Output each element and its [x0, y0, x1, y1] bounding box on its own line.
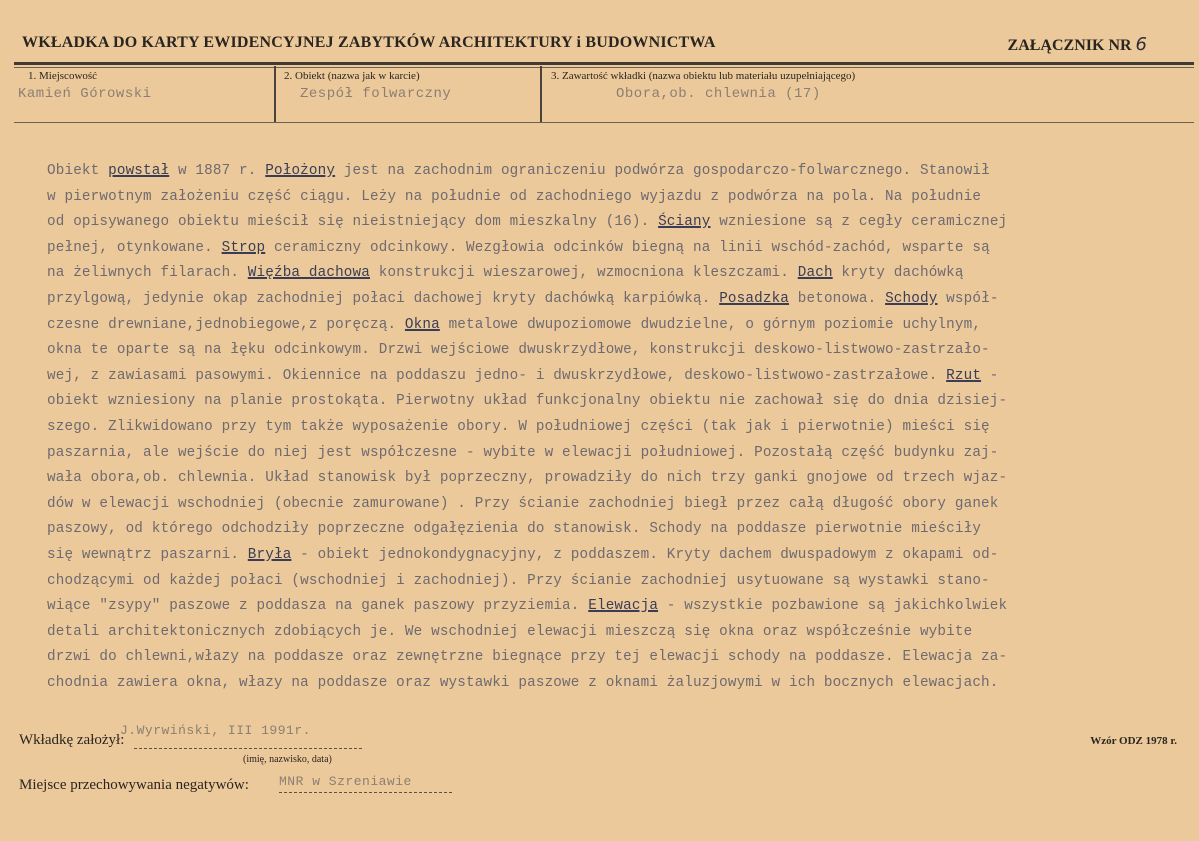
text-run: metalowe dwupoziomowe dwudzielne, o górnym poziomie uchylnym,	[439, 316, 982, 333]
text-run: w pierwotnym założeniu część ciągu. Leży na południe od zachodniego wyjazdu z podwórza na pola. Na południe	[47, 188, 982, 205]
created-caption: (imię, nazwisko, data)	[243, 754, 332, 765]
text-run: dów w elewacji wschodniej (obecnie zamurowane) . Przy ścianie zachodniej biegł przez całą długość obory ganek	[47, 495, 999, 512]
text-run: na żeliwnych filarach.	[47, 265, 248, 282]
field-3-value: Obora,ob. chlewnia (17)	[616, 86, 821, 102]
text-run: chodnia zawiera okna, włazy na poddasze oraz wystawki paszowe z oknami żaluzjowymi w ich bocznych elewacjach.	[47, 674, 999, 691]
text-run: - obiekt jednokondygnacyjny, z poddaszem. Kryty dachem dwuspadowym z okapami od-	[291, 546, 999, 563]
text-run: obiekt wzniesiony na planie prostokąta. Pierwotny układ funkcjonalny obiektu nie zachował się do dnia dzisiej-	[47, 393, 1008, 410]
text-line	[47, 415, 1167, 441]
text-line	[47, 517, 1167, 543]
created-value: J.Wyrwiński, III 1991r.	[120, 723, 311, 738]
section-keyword: Położony	[265, 163, 336, 179]
text-line	[47, 466, 1167, 492]
form-code: Wzór ODZ 1978 r.	[1090, 735, 1177, 747]
text-line	[47, 364, 1167, 390]
text-run: szego. Zlikwidowano przy tym także wyposażenie obory. W południowej części (tak jak i pierwotnie) mieści się	[47, 418, 990, 435]
storage-value: MNR w Szreniawie	[279, 774, 412, 789]
field-2-label: 2. Obiekt (nazwa jak w karcie)	[284, 70, 420, 82]
section-keyword: Rzut	[946, 367, 982, 384]
text-run: wała obora,ob. chlewnia. Układ stanowisk był poprzeczny, prowadziły do nich trzy ganki gnojowe od trzech wjaz-	[47, 470, 1008, 487]
text-line	[47, 338, 1167, 364]
field-1-label: 1. Miejscowość	[28, 70, 98, 82]
section-keyword: Okna	[404, 316, 440, 333]
text-line	[47, 492, 1167, 518]
text-run: ceramiczny odcinkowy. Wezgłowia odcinków biegną na linii wschód-zachód, wsparte są	[265, 239, 990, 256]
text-run: się wewnątrz paszarni.	[47, 546, 248, 563]
text-run: - wszystkie pozbawione są jakichkolwiek	[658, 598, 1008, 615]
field-3-label: 3. Zawartość wkładki (nazwa obiektu lub materiału uzupełniającego)	[551, 70, 856, 82]
text-run: detali architektonicznych zdobiących je. We wschodniej elewacji mieszczą się okna oraz współcześnie wybite	[47, 623, 973, 640]
text-line	[47, 569, 1167, 595]
text-run: od opisywanego obiektu mieścił się nieistniejący dom mieszkalny (16).	[47, 214, 659, 231]
field-divider-1	[274, 66, 276, 122]
text-line	[47, 441, 1167, 467]
storage-label: Miejsce przechowywania negatywów:	[19, 777, 249, 793]
text-run: przylgową, jedynie okap zachodniej połaci dachowej kryty dachówką karpiówką.	[47, 290, 720, 307]
text-line	[47, 210, 1167, 236]
text-run: Obiekt	[47, 163, 109, 179]
text-run: -	[981, 367, 999, 384]
text-line	[47, 313, 1167, 339]
section-keyword: Ściany	[658, 214, 711, 231]
created-underline	[134, 748, 362, 749]
storage-underline	[279, 792, 453, 793]
text-run: konstrukcji wieszarowej, wzmocniona kleszczami.	[370, 265, 798, 282]
section-keyword: Posadzka	[719, 290, 790, 307]
text-run: okna te oparte są na łęku odcinkowym. Drzwi wejściowe dwuskrzydłowe, konstrukcji deskowo-listwowo-zastrzało-	[47, 342, 990, 359]
annex-label: ZAŁĄCZNIK NR	[1007, 37, 1132, 54]
text-line	[47, 645, 1167, 671]
section-keyword: Dach	[797, 265, 833, 282]
header-rule-thin	[14, 67, 1194, 68]
section-keyword: Schody	[885, 290, 938, 307]
text-line	[47, 159, 1167, 185]
text-run: paszarnia, ale wejście do niej jest współczesne - wybite w elewacji południowej. Pozostałą część budynku zaj-	[47, 444, 999, 461]
annex-label-group	[1008, 34, 1147, 55]
text-run: paszowy, od którego odchodziły poprzeczne odgałęzienia do stanowisk. Schody na poddasze pierwotnie mieściły	[47, 521, 982, 538]
form-title: WKŁADKA DO KARTY EWIDENCYJNEJ ZABYTKÓW ARCHITEKTURY i BUDOWNICTWA	[22, 34, 716, 51]
text-run: wej, z zawiasami pasowymi. Okiennice na poddaszu jedno- i dwuskrzydłowe, deskowo-listwowo-zastrzałowe.	[47, 367, 947, 384]
text-run: wiące "zsypy" paszowe z poddasza na ganek paszowy przyziemia.	[47, 598, 589, 615]
text-line	[47, 671, 1167, 697]
text-line	[47, 543, 1167, 569]
section-keyword: Elewacja	[588, 598, 659, 615]
text-run: kryty dachówką	[832, 265, 964, 282]
header-rule	[14, 62, 1194, 65]
text-run: czesne drewniane,jednobiegowe,z poręczą.	[47, 316, 405, 333]
text-run: drzwi do chlewni,włazy na poddasze oraz zewnętrzne biegnące przy tej elewacji schody na poddasze. Elewacja za-	[47, 649, 1008, 666]
section-keyword: Bryła	[247, 546, 292, 563]
created-label: Wkładkę założył:	[19, 732, 125, 748]
text-run: współ-	[937, 290, 999, 307]
section-keyword: powstał	[108, 163, 170, 179]
text-run: wzniesione są z cegły ceramicznej	[710, 214, 1008, 231]
text-run: betonowa.	[789, 290, 886, 307]
text-run: pełnej, otynkowane.	[47, 239, 222, 256]
text-line	[47, 236, 1167, 262]
text-line	[47, 620, 1167, 646]
text-line	[47, 185, 1167, 211]
description-text	[47, 159, 1167, 696]
fields-rule	[14, 122, 1194, 123]
text-line	[47, 389, 1167, 415]
annex-number: 6	[1135, 34, 1147, 55]
field-1-value: Kamień Górowski	[18, 86, 152, 102]
section-keyword: Więźba dachowa	[247, 265, 370, 282]
text-line	[47, 594, 1167, 620]
text-line	[47, 261, 1167, 287]
field-divider-2	[540, 66, 542, 122]
field-2-value: Zespół folwarczny	[300, 86, 452, 102]
text-line	[47, 287, 1167, 313]
text-run: jest na zachodnim ograniczeniu podwórza gospodarczo-folwarcznego. Stanowił	[335, 163, 990, 179]
text-run: chodzącymi od każdej połaci (wschodniej i zachodniej). Przy ścianie zachodniej usytuowane są wystawki stano-	[47, 572, 990, 589]
section-keyword: Strop	[221, 239, 266, 256]
text-run: w 1887 r.	[169, 163, 266, 179]
